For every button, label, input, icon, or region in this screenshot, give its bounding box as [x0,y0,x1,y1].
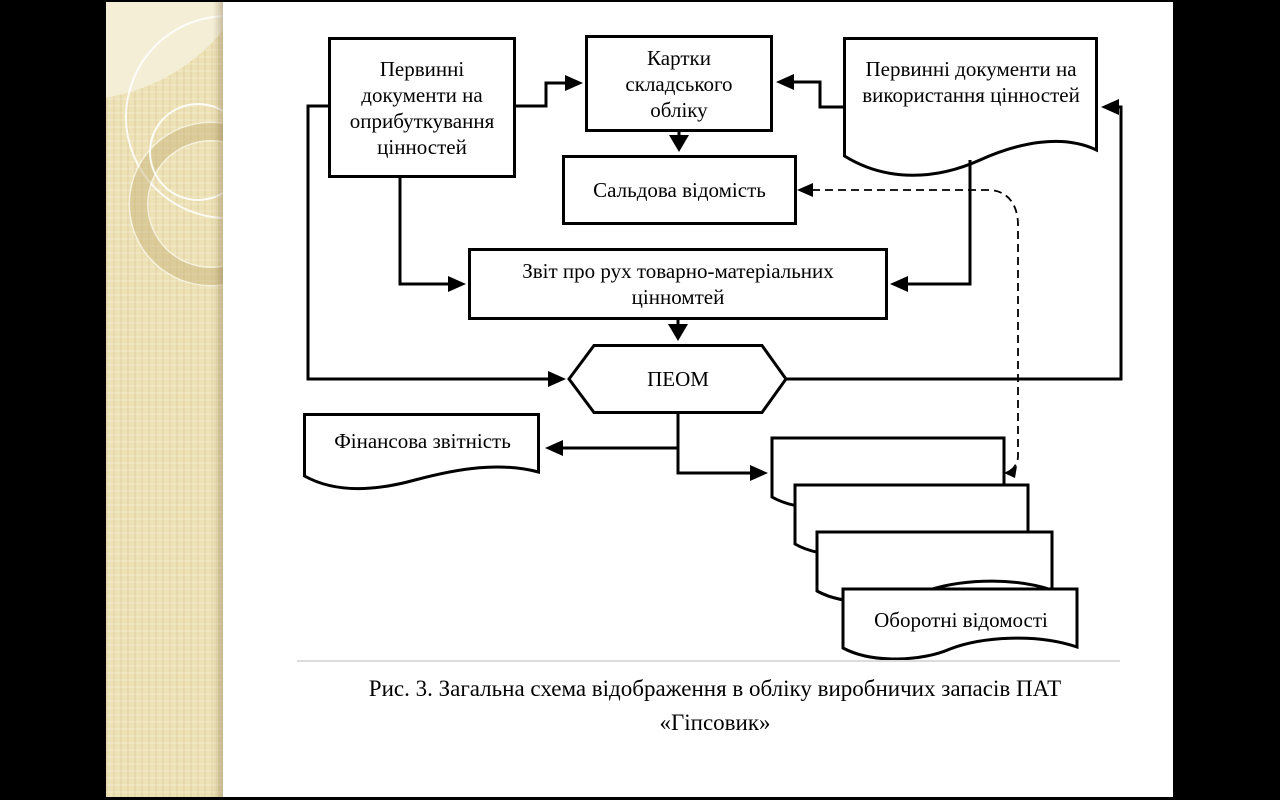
arrowhead-into-cards-left [565,75,583,91]
arrowhead-into-financial-right [545,440,563,456]
arrowhead-into-usage-right [1101,99,1119,115]
node-label: Фінансова звітність [334,429,511,453]
caption-divider [297,660,1120,662]
arrowhead-into-peom-left [548,371,566,387]
node-label: Первинні документи на використання цінностей [862,57,1080,107]
node-balance-sheet [562,155,797,225]
arrowhead-dashed-into-stack [1004,466,1017,478]
node-turnover-sheets [845,597,1077,643]
connector-usage-to-report [907,160,970,284]
arrowhead-into-peom-top [668,324,688,341]
node-primary-docs-usage [847,50,1095,114]
arrowhead-into-report-left [448,276,466,292]
connector-dashed-balance-feedback [799,190,1018,472]
arrowhead-into-cards-right [776,74,794,90]
connector-usage-to-cards [793,82,844,107]
node-label: Оборотні відомості [874,608,1048,632]
frame-bar-top [0,0,1280,2]
node-peom [569,345,787,413]
figure-caption: Рис. 3. Загальна схема відображення в обліку виробничих запасів ПАТ «Гіпсовик» [368,676,1062,735]
node-primary-docs-receipt [328,37,516,178]
node-movement-report [468,248,888,320]
node-warehouse-cards [585,35,773,132]
frame-bar-right [1173,0,1280,800]
connector-receipt-to-cards [516,83,566,106]
node-label: Первинні документи на оприбуткування цінностей [349,56,495,159]
node-label: Сальдова відомість [593,178,766,202]
node-label: ПЕОМ [647,367,709,391]
arrowhead-into-report-right [890,276,908,292]
node-label: Звіт про рух товарно-матеріальних цінномтей [522,259,834,309]
arrowhead-into-stack-left [750,465,768,481]
arrowhead-into-balance-top [669,135,689,152]
frame-bar-left [0,0,106,800]
node-label: Картки складського обліку [625,45,733,122]
arrowhead-dashed-into-balance [797,183,813,197]
connector-receipt-to-report [400,178,449,284]
connector-peom-to-stack [678,412,751,473]
node-financial-statements [306,415,539,467]
